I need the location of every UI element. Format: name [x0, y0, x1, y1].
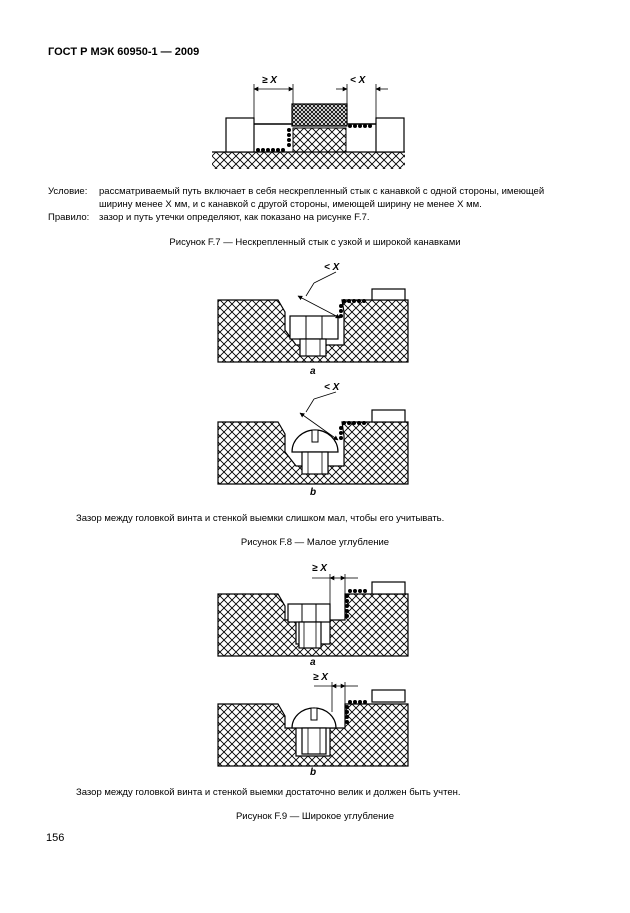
base-plate [212, 152, 405, 169]
mid-block [293, 128, 346, 152]
fig8a-label: a [310, 366, 316, 377]
page-number: 156 [46, 832, 65, 844]
condition-text-line1: рассматриваемый путь включает в себя нескрепленный стык с канавкой с одной стороны, имеющей [99, 186, 545, 197]
fig9b-dim-label: ≥ X [313, 672, 328, 683]
fig8a-dim-label: < X [324, 262, 340, 273]
fig9a-label: a [310, 657, 316, 668]
right-part [376, 118, 404, 152]
top-component [372, 410, 405, 422]
top-component [372, 690, 405, 702]
hex-screw-head [288, 604, 330, 622]
figure-f8-caption: Рисунок F.8 — Малое углубление [240, 537, 390, 548]
figure-f9b-drawing [218, 682, 408, 766]
fig9b-label: b [310, 767, 317, 778]
screw-shank [300, 339, 326, 356]
fig8b-label: b [310, 487, 317, 498]
top-component [372, 289, 405, 300]
condition-text-line2: ширину менее X мм, и с канавкой с другой стороны, имеющей ширину не менее X мм. [99, 199, 482, 210]
fig7-dim-left-label: ≥ X [262, 75, 277, 86]
rule-key: Правило: [48, 212, 90, 223]
fig8b-dim-label: < X [324, 382, 340, 393]
left-part [226, 118, 254, 152]
figure-f9-note: Зазор между головкой винта и стенкой выемки достаточно велик и должен быть учтен. [76, 787, 461, 798]
top-component [372, 582, 405, 594]
figure-f9a-drawing [218, 574, 408, 656]
screw-shank [302, 728, 326, 754]
hex-screw-head [290, 316, 338, 339]
figure-f7-drawing [212, 84, 405, 169]
figure-f7-caption: Рисунок F.7 — Нескрепленный стык с узкой и широкой канавками [169, 237, 461, 248]
screw-shank [302, 452, 328, 474]
figure-f9-caption: Рисунок F.9 — Широкое углубление [235, 811, 395, 822]
rule-text: зазор и путь утечки определяют, как показано на рисунке F.7. [99, 212, 370, 223]
condition-key: Условие: [48, 186, 88, 197]
rule-row [48, 211, 588, 224]
screw-shank [299, 622, 321, 648]
document-header: ГОСТ Р МЭК 60950-1 — 2009 [48, 46, 200, 58]
figure-f8a-drawing [218, 272, 408, 362]
fig7-dim-right-label: < X [350, 75, 366, 86]
figure-f8b-drawing [218, 392, 408, 484]
fig9a-dim-label: ≥ X [312, 563, 327, 574]
figure-f8-note: Зазор между головкой винта и стенкой выемки слишком мал, чтобы его учитывать. [76, 513, 445, 524]
condition-row [48, 185, 588, 198]
condition-row-2 [48, 198, 588, 211]
joint-part [292, 104, 347, 126]
